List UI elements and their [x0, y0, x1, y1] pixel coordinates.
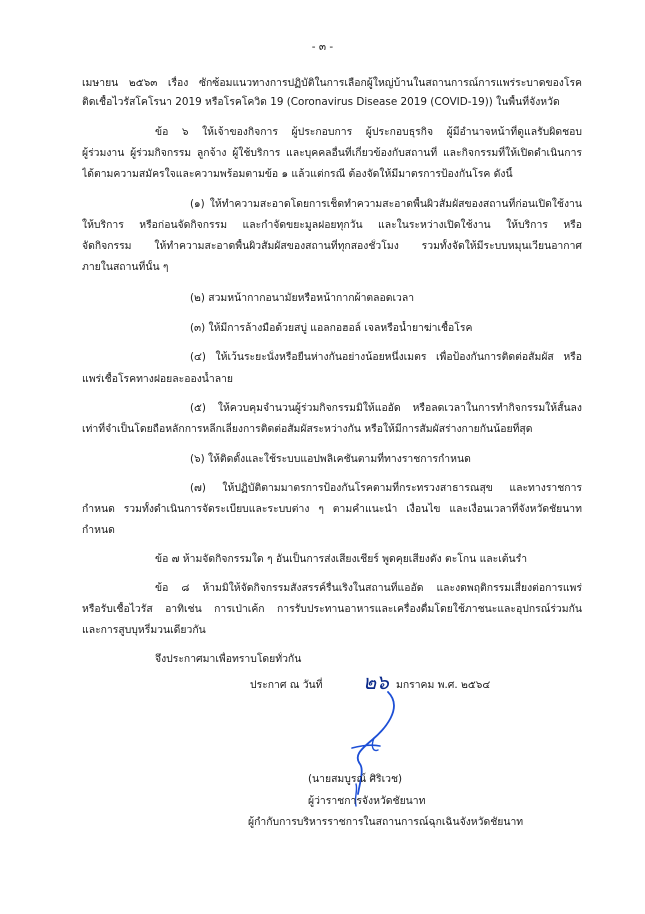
item-1-line-1: (๑) ให้ทำความสะอาดโดยการเช็ดทำความสะอาดพื้นผิวสัมผัสของสถานที่ก่อนเปิดใช้งาน: [190, 198, 582, 210]
item-5-line-2: เท่าที่จำเป็นโดยถือหลักการหลีกเลี่ยงการติดต่อสัมผัสระหว่างกัน หรือให้มีการสัมผัสร่างกายกันน้อยที่สุด: [82, 423, 533, 435]
item-7-line-2: กำหนด รวมทั้งดำเนินการจัดระเบียบและระบบต่าง ๆ ตามคำแนะนำ เงื่อนไข และเงื่อนเวลาที่จังหวัดชัยนาท: [82, 503, 582, 515]
clause-8-line-1: ข้อ ๘ ห้ามมิให้จัดกิจกรรมสังสรรค์รื่นเริงในสถานที่แออัด และงดพฤติกรรมเสี่ยงต่อการแพร่: [155, 582, 582, 594]
item-2: (๒) สวมหน้ากากอนามัยหรือหน้ากากผ้าตลอดเวลา: [190, 292, 415, 304]
item-1-line-2: ให้บริการ หรือก่อนจัดกิจกรรม และกำจัดขยะมูลฝอยทุกวัน และในระหว่างเปิดใช้งาน ให้บริการ หรือ: [82, 219, 582, 231]
clause-8-line-3: และการสูบบุหรี่มวนเดียวกัน: [82, 624, 206, 636]
page-number: - ๓ -: [311, 41, 334, 53]
item-1-line-3: จัดกิจกรรม ให้ทำความสะอาดพื้นผิวสัมผัสของสถานที่ทุกสองชั่วโมง รวมทั้งจัดให้มีระบบหมุนเวียนอากาศ: [82, 240, 582, 252]
date-day-handwritten: ๒๖: [363, 670, 389, 694]
item-1-line-4: ภายในสถานที่นั้น ๆ: [82, 261, 169, 273]
item-5-line-1: (๕) ให้ควบคุมจำนวนผู้ร่วมกิจกรรมมิให้แออัด หรือลดเวลาในการทำกิจกรรมให้สั้นลง: [190, 402, 582, 414]
clause-6-line-2: ผู้ร่วมงาน ผู้ร่วมกิจกรรม ลูกจ้าง ผู้ใช้บริการ และบุคคลอื่นที่เกี่ยวข้องกับสถานที่ และกิจกรรมที่ให้เปิดดำเนินการ: [82, 147, 582, 159]
item-6: (๖) ให้ติดตั้งและใช้ระบบแอปพลิเคชันตามที่ทางราชการกำหนด: [190, 453, 471, 465]
date-month-year: มกราคม พ.ศ. ๒๕๖๔: [396, 679, 491, 691]
item-4-line-1: (๔) ให้เว้นระยะนั่งหรือยืนห่างกันอย่างน้อยหนึ่งเมตร เพื่อป้องกันการติดต่อสัมผัส หรือ: [190, 351, 582, 363]
item-7-line-3: กำหนด: [82, 524, 115, 536]
clause-6-line-3: ได้ตามความสมัครใจและความพร้อมตามข้อ ๑ แล้วแต่กรณี ต้องจัดให้มีมาตรการป้องกันโรค ดังนี้: [82, 168, 513, 180]
signer-role: ผู้กำกับการบริหารราชการในสถานการณ์ฉุกเฉินจังหวัดชัยนาท: [248, 816, 524, 828]
clause-6-line-1: ข้อ ๖ ให้เจ้าของกิจการ ผู้ประกอบการ ผู้ประกอบธุรกิจ ผู้มีอำนาจหน้าที่ดูแลรับผิดชอบ: [155, 126, 582, 138]
date-prefix: ประกาศ ณ วันที่: [250, 679, 323, 691]
clause-8-line-2: หรือรับเชื้อไวรัส อาทิเช่น การเป่าเค้ก การรับประทานอาหารและเครื่องดื่มโดยใช้ภาชนะและอุปกรณ์ร่วมกัน: [82, 603, 582, 615]
item-4-line-2: แพร่เชื้อโรคทางฝอยละอองน้ำลาย: [82, 373, 233, 385]
clause-7: ข้อ ๗ ห้ามจัดกิจกรรมใด ๆ อันเป็นการส่งเสียงเชียร์ พูดคุยเสียงดัง ตะโกน และเต้นรำ: [155, 553, 528, 565]
item-7-line-1: (๗) ให้ปฏิบัติตามมาตรการป้องกันโรคตามที่กระทรวงสาธารณสุข และทางราชการ: [190, 482, 582, 494]
item-3: (๓) ให้มีการล้างมือด้วยสบู่ แอลกอฮอล์ เจลหรือน้ำยาฆ่าเชื้อโรค: [190, 322, 473, 334]
intro-line-2: ติดเชื้อไวรัสโคโรนา 2019 หรือโรคโควิด 19 (Coronavirus Disease 2019 (COVID-19)) ในพื้นที่จังหวัด: [82, 96, 560, 108]
signer-title: ผู้ว่าราชการจังหวัดชัยนาท: [308, 795, 426, 807]
signer-name: (นายสมบูรณ์ ศิริเวช): [308, 773, 403, 785]
announcement: จึงประกาศมาเพื่อทราบโดยทั่วกัน: [155, 653, 302, 665]
intro-line-1: เมษายน ๒๕๖๓ เรื่อง ซักซ้อมแนวทางการปฏิบัติในการเลือกผู้ใหญ่บ้านในสถานการณ์การแพร่ระบาดของโรค: [82, 77, 582, 89]
